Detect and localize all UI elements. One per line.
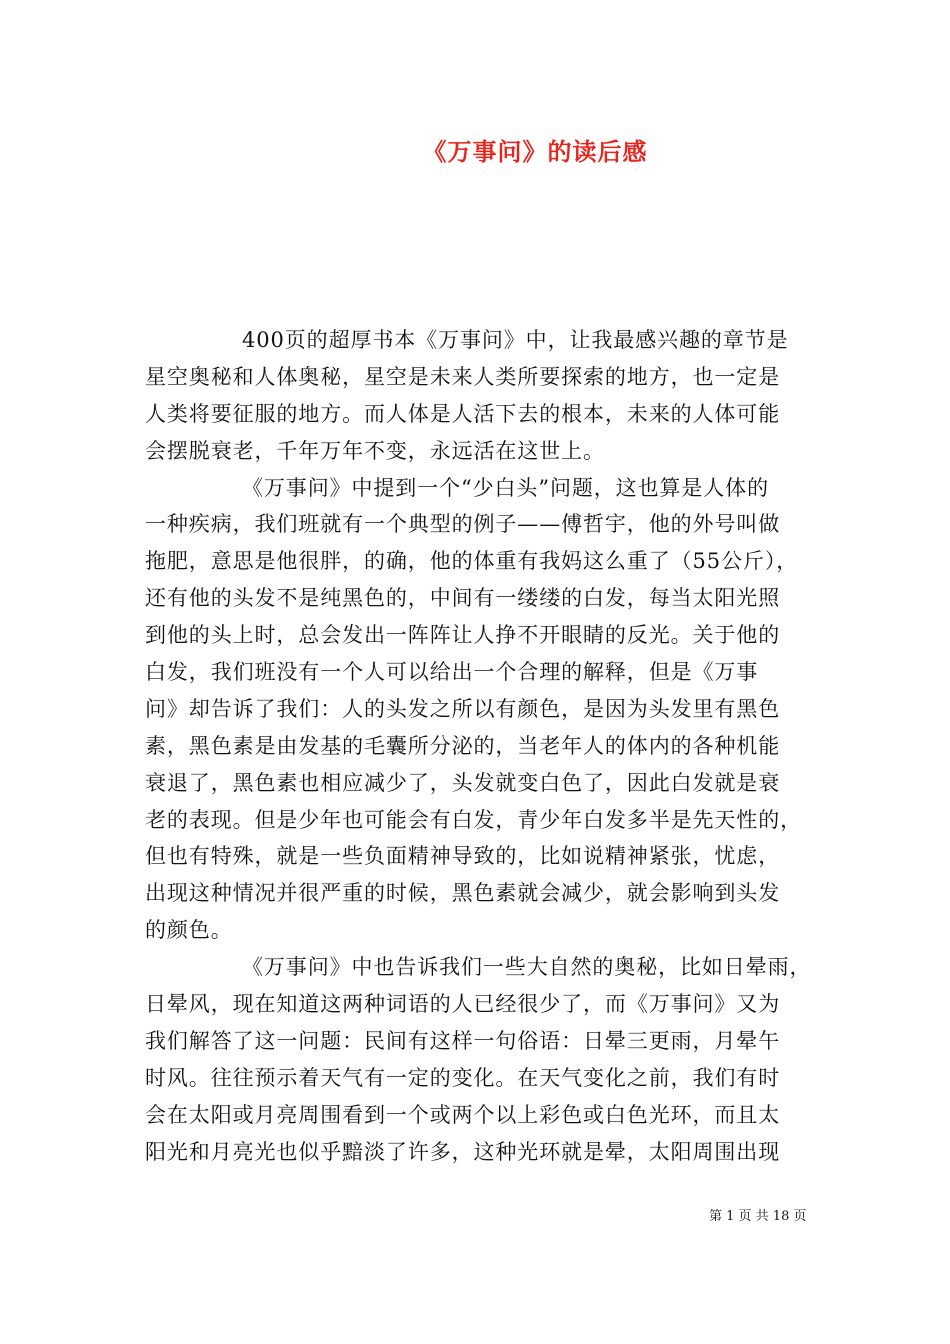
text-line: 老的表现。但是少年也可能会有白发，青少年白发多半是先天性的，	[145, 807, 802, 832]
text-line: 一种疾病，我们班就有一个典型的例子——傅哲宇，他的外号叫做	[145, 512, 781, 537]
text-line: 素，黑色素是由发基的毛囊所分泌的，当老年人的体内的各种机能	[145, 733, 781, 758]
text-line: 星空奥秘和人体奥秘，星空是未来人类所要探索的地方，也一定是	[145, 364, 781, 389]
text-line: 拖肥，意思是他很胖，的确，他的体重有我妈这么重了（55公斤），	[145, 549, 799, 574]
text-line: 出现这种情况并很严重的时候，黑色素就会减少，就会影响到头发	[145, 881, 781, 906]
text-line: 日晕风，现在知道这两种词语的人已经很少了，而《万事问》又为	[145, 992, 781, 1017]
text-line: 还有他的头发不是纯黑色的，中间有一缕缕的白发，每当太阳光照	[145, 586, 781, 611]
text-line: 时风。往往预示着天气有一定的变化。在天气变化之前，我们有时	[145, 1065, 781, 1090]
page-number: 第 1 页 共 18 页	[709, 1209, 807, 1224]
text-line: 衰退了，黑色素也相应减少了，头发就变白色了，因此白发就是衰	[145, 770, 781, 795]
text-line: 阳光和月亮光也似乎黯淡了许多，这种光环就是晕，太阳周围出现	[145, 1139, 781, 1164]
text-line: 的颜色。	[145, 918, 233, 943]
text-line: 问》却告诉了我们：人的头发之所以有颜色，是因为头发里有黑色	[145, 696, 781, 721]
text-line: 400页的超厚书本《万事问》中，让我最感兴趣的章节是	[242, 328, 789, 352]
text-line: 会摆脱衰老，千年万年不变，永远活在这世上。	[145, 438, 605, 463]
text-line: 但也有特殊，就是一些负面精神导致的，比如说精神紧张，忧虑，	[145, 844, 781, 869]
document-body	[145, 322, 815, 1170]
text-line: 我们解答了这一问题：民间有这样一句俗语：日晕三更雨，月晕午	[145, 1028, 781, 1053]
text-line: 到他的头上时，总会发出一阵阵让人挣不开眼睛的反光。关于他的	[145, 623, 781, 648]
text-line: 人类将要征服的地方。而人体是人活下去的根本，未来的人体可能	[145, 401, 781, 426]
document-title: 《万事问》的读后感	[422, 138, 648, 166]
text-line: 会在太阳或月亮周围看到一个或两个以上彩色或白色光环，而且太	[145, 1102, 781, 1127]
text-line: 《万事问》中提到一个“少白头”问题，这也算是人体的	[242, 475, 769, 500]
text-line: 白发，我们班没有一个人可以给出一个合理的解释，但是《万事	[145, 660, 759, 685]
text-line: 《万事问》中也告诉我们一些大自然的奥秘，比如日晕雨，	[242, 955, 812, 980]
